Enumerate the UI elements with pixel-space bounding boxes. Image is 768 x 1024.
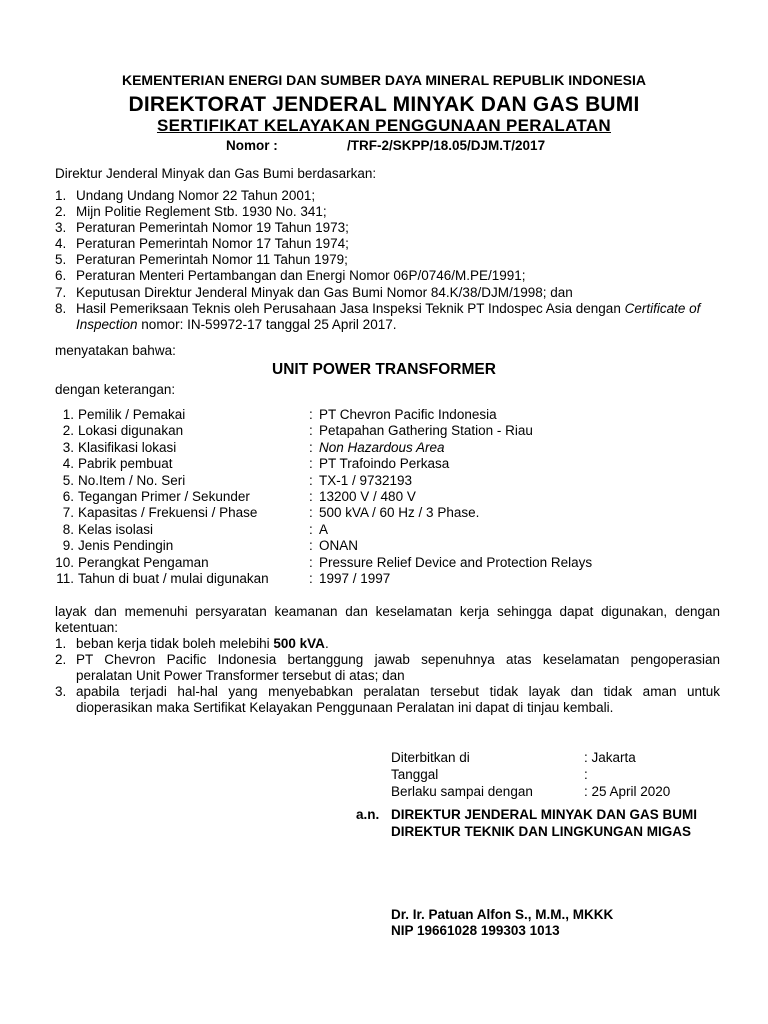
certificate-document: KEMENTERIAN ENERGI DAN SUMBER DAYA MINERAL REPUBLIK INDONESIA DIREKTORAT JENDERAL MINYAK DAN GAS BUMI SERTIFIKAT KELAYAKAN PENGGUNAAN PERALATAN Nomor : /TRF-2/SKPP/18.05/DJM.T/2017 Direktur Jenderal Minyak dan Gas Bumi berdasarkan: 1. Undang Undang Nomor 22 Tahun 2001; 2. Mijn Politie Reglement Stb. 1930 No. 341; 3. Peraturan Pemerintah Nomor 19 Tahun 1973; 4. Peraturan Pemerintah Nomor 17 Tahun 1974; 5. Peraturan Pemerintah Nomor 11 Tahun 1979; 6. Peraturan Menteri Pertambangan dan Energi Nomor 06P/0746/M.PE/1991; 7. Keputusan Direktur Jenderal Minyak dan Gas Bumi Nomor 84.K/38/DJM/1998; dan 8. Hasil Pemeriksaan Teknis oleh Perusahaan Jasa Inspeksi Teknik PT Indospec Asia dengan Certificate of Inspection nomor: IN-59972-17 tanggal 25 April 2017. menyatakan bahwa: UNIT POWER TRANSFORMER dengan keterangan: 1. Pemilik / Pemakai : PT Chevron Pacific Indonesia 2. Lokasi digunakan : Petapahan Gathering Station - Riau 3. Klasifikasi lokasi : Non Hazardous Area 4. Pabrik pembuat : PT Trafoindo Perkasa 5. No.Item / No. Seri : TX-1 / 9732193 6. Tegangan Primer / Sekunder : 13200 V / 480 V 7. Kapasitas / Frekuensi / Phase : 500 kVA / 60 Hz / 3 Phase. 8. Kelas isolasi : A 9. Jenis Pendingin : ONAN 10. Perangkat Pengaman : Pressure Relief Device and Protection Relays 11. Tahun di buat / mulai digunakan : 1997 / 1997 layak dan memenuhi persyaratan keamanan dan keselamatan kerja sehingga dapat digunakan, dengan ketentuan: 1. beban kerja tidak boleh melebihi 500 kVA. 2. PT Chevron Pacific Indonesia bertanggung jawab sepenuhnya atas keselamatan pengoperasian peralatan Unit Power Transformer tersebut di atas; dan 3. apabila terjadi hal-hal yang menyebabkan peralatan tersebut tidak layak dan tidak aman untuk dioperasikan maka Sertifikat Kelayakan Penggunaan Peralatan ini dapat di tinjau kembali. Diterbitkan di : Jakarta Tanggal : Berlaku sampai dengan : 25 April 2020 a.n. DIREKTUR JENDERAL MINYAK DAN GAS BUMI DIREKTUR TEKNIK DAN LINGKUNGAN MIGAS Dr. Ir. Patuan Alfon S., M.M., MKKK NIP 19661028 199303 1013 [0, 0, 768, 1024]
intro-text: Direktur Jenderal Minyak dan Gas Bumi berdasarkan: [55, 166, 377, 181]
signatory-title-2: DIREKTUR TEKNIK DAN LINGKUNGAN MIGAS [391, 824, 691, 839]
signatory-nip: NIP 19661028 199303 1013 [391, 923, 560, 938]
declares-text: menyatakan bahwa: [55, 343, 176, 358]
directorate-heading: DIREKTORAT JENDERAL MINYAK DAN GAS BUMI [128, 93, 640, 116]
list-item: 3. apabila terjadi hal-hal yang menyebabkan peralatan tersebut tidak layak dan tidak aman untuk dioperasikan maka Sertifikat Kelayakan Penggunaan Peralatan ini dapat di tinjau kembali. [55, 684, 720, 715]
ministry-heading: KEMENTERIAN ENERGI DAN SUMBER DAYA MINERAL REPUBLIK INDONESIA [121, 72, 646, 88]
equipment-subject: UNIT POWER TRANSFORMER [272, 361, 496, 378]
list-item: 1. beban kerja tidak boleh melebihi 500 kVA. [55, 636, 329, 651]
signature-prefix: a.n. [356, 807, 380, 822]
signatory-name: Dr. Ir. Patuan Alfon S., M.M., MKKK [391, 907, 614, 922]
conditions-list [55, 636, 720, 716]
certificate-title: SERTIFIKAT KELAYAKAN PENGGUNAAN PERALATAN [156, 116, 611, 135]
list-item: 2. PT Chevron Pacific Indonesia bertanggung jawab sepenuhnya atas keselamatan pengoperasian peralatan Unit Power Transformer tersebut di atas; dan [55, 652, 720, 683]
number-value: /TRF-2/SKPP/18.05/DJM.T/2017 [347, 138, 546, 153]
details-intro: dengan keterangan: [55, 382, 176, 397]
signatory-title-1: DIREKTUR JENDERAL MINYAK DAN GAS BUMI [391, 807, 698, 822]
feasibility-statement: layak dan memenuhi persyaratan keamanan dan keselamatan kerja sehingga dapat digunakan, dengan ketentuan: [55, 604, 720, 635]
number-label: Nomor : [226, 138, 278, 153]
